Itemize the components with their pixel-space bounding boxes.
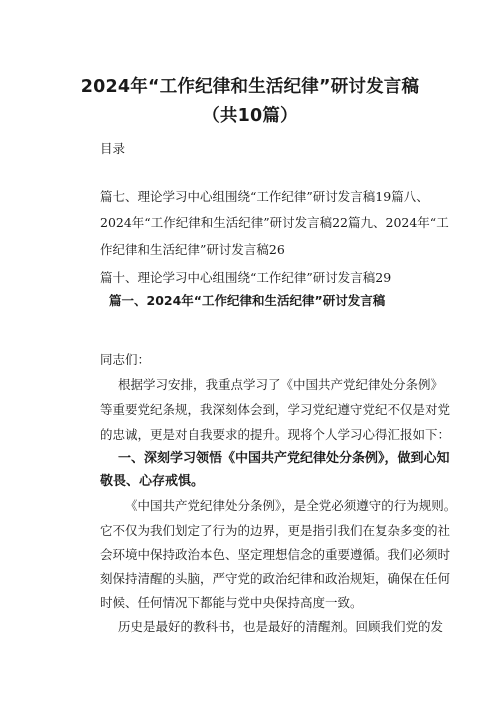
toc-line: 篇十、理论学习中心组围绕“工作纪律”研讨发言稿29 (100, 270, 392, 285)
paragraph-line: 的忠诚，更是对自我要求的提升。现将个人学习心得汇报如下： (100, 427, 451, 442)
paragraph-line: 根据学习安排，我重点学习了《中国共产党纪律处分条例》 (118, 377, 444, 392)
document-title-line-1: 2024年“工作纪律和生活纪律”研讨发言稿 (80, 77, 420, 97)
document-title-line-2: （共10篇） (202, 106, 298, 126)
paragraph-line: 等重要党纪条规，我深刻体会到，学习党纪遵守党纪不仅是对党 (100, 402, 451, 417)
toc-line: 篇七、理论学习中心组围绕“工作纪律”研讨发言稿19篇八、 (100, 189, 429, 204)
paragraph-line: 它不仅为我们划定了行为的边界，更是指引我们在复杂多变的社 (100, 523, 451, 538)
paragraph-line: 时候、任何情况下都能与党中央保持高度一致。 (100, 595, 363, 610)
paragraph-line: 会环境中保持政治本色、坚定理想信念的重要遵循。我们必须时 (100, 547, 451, 562)
toc-line: 作纪律和生活纪律”研讨发言稿26 (100, 242, 285, 257)
toc-label: 目录 (100, 141, 126, 156)
paragraph-line: 历史是最好的教科书，也是最好的清醒剂。回顾我们党的发 (118, 619, 444, 634)
section-title: 篇一、2024年“工作纪律和生活纪律”研讨发言稿 (109, 293, 386, 308)
paragraph-line: 《中国共产党纪律处分条例》，是全党必须遵守的行为规则。 (125, 498, 457, 513)
section-heading-line: 一、深刻学习领悟《中国共产党纪律处分条例》，做到心知 (118, 451, 450, 466)
salutation: 同志们： (100, 352, 151, 367)
section-heading-line: 敬畏、心存戒惧。 (100, 474, 205, 489)
paragraph-line: 刻保持清醒的头脑，严守党的政治纪律和政治规矩，确保在任何 (100, 571, 451, 586)
toc-line: 2024年“工作纪律和生活纪律”研讨发言稿22篇九、2024年“工 (100, 215, 449, 230)
